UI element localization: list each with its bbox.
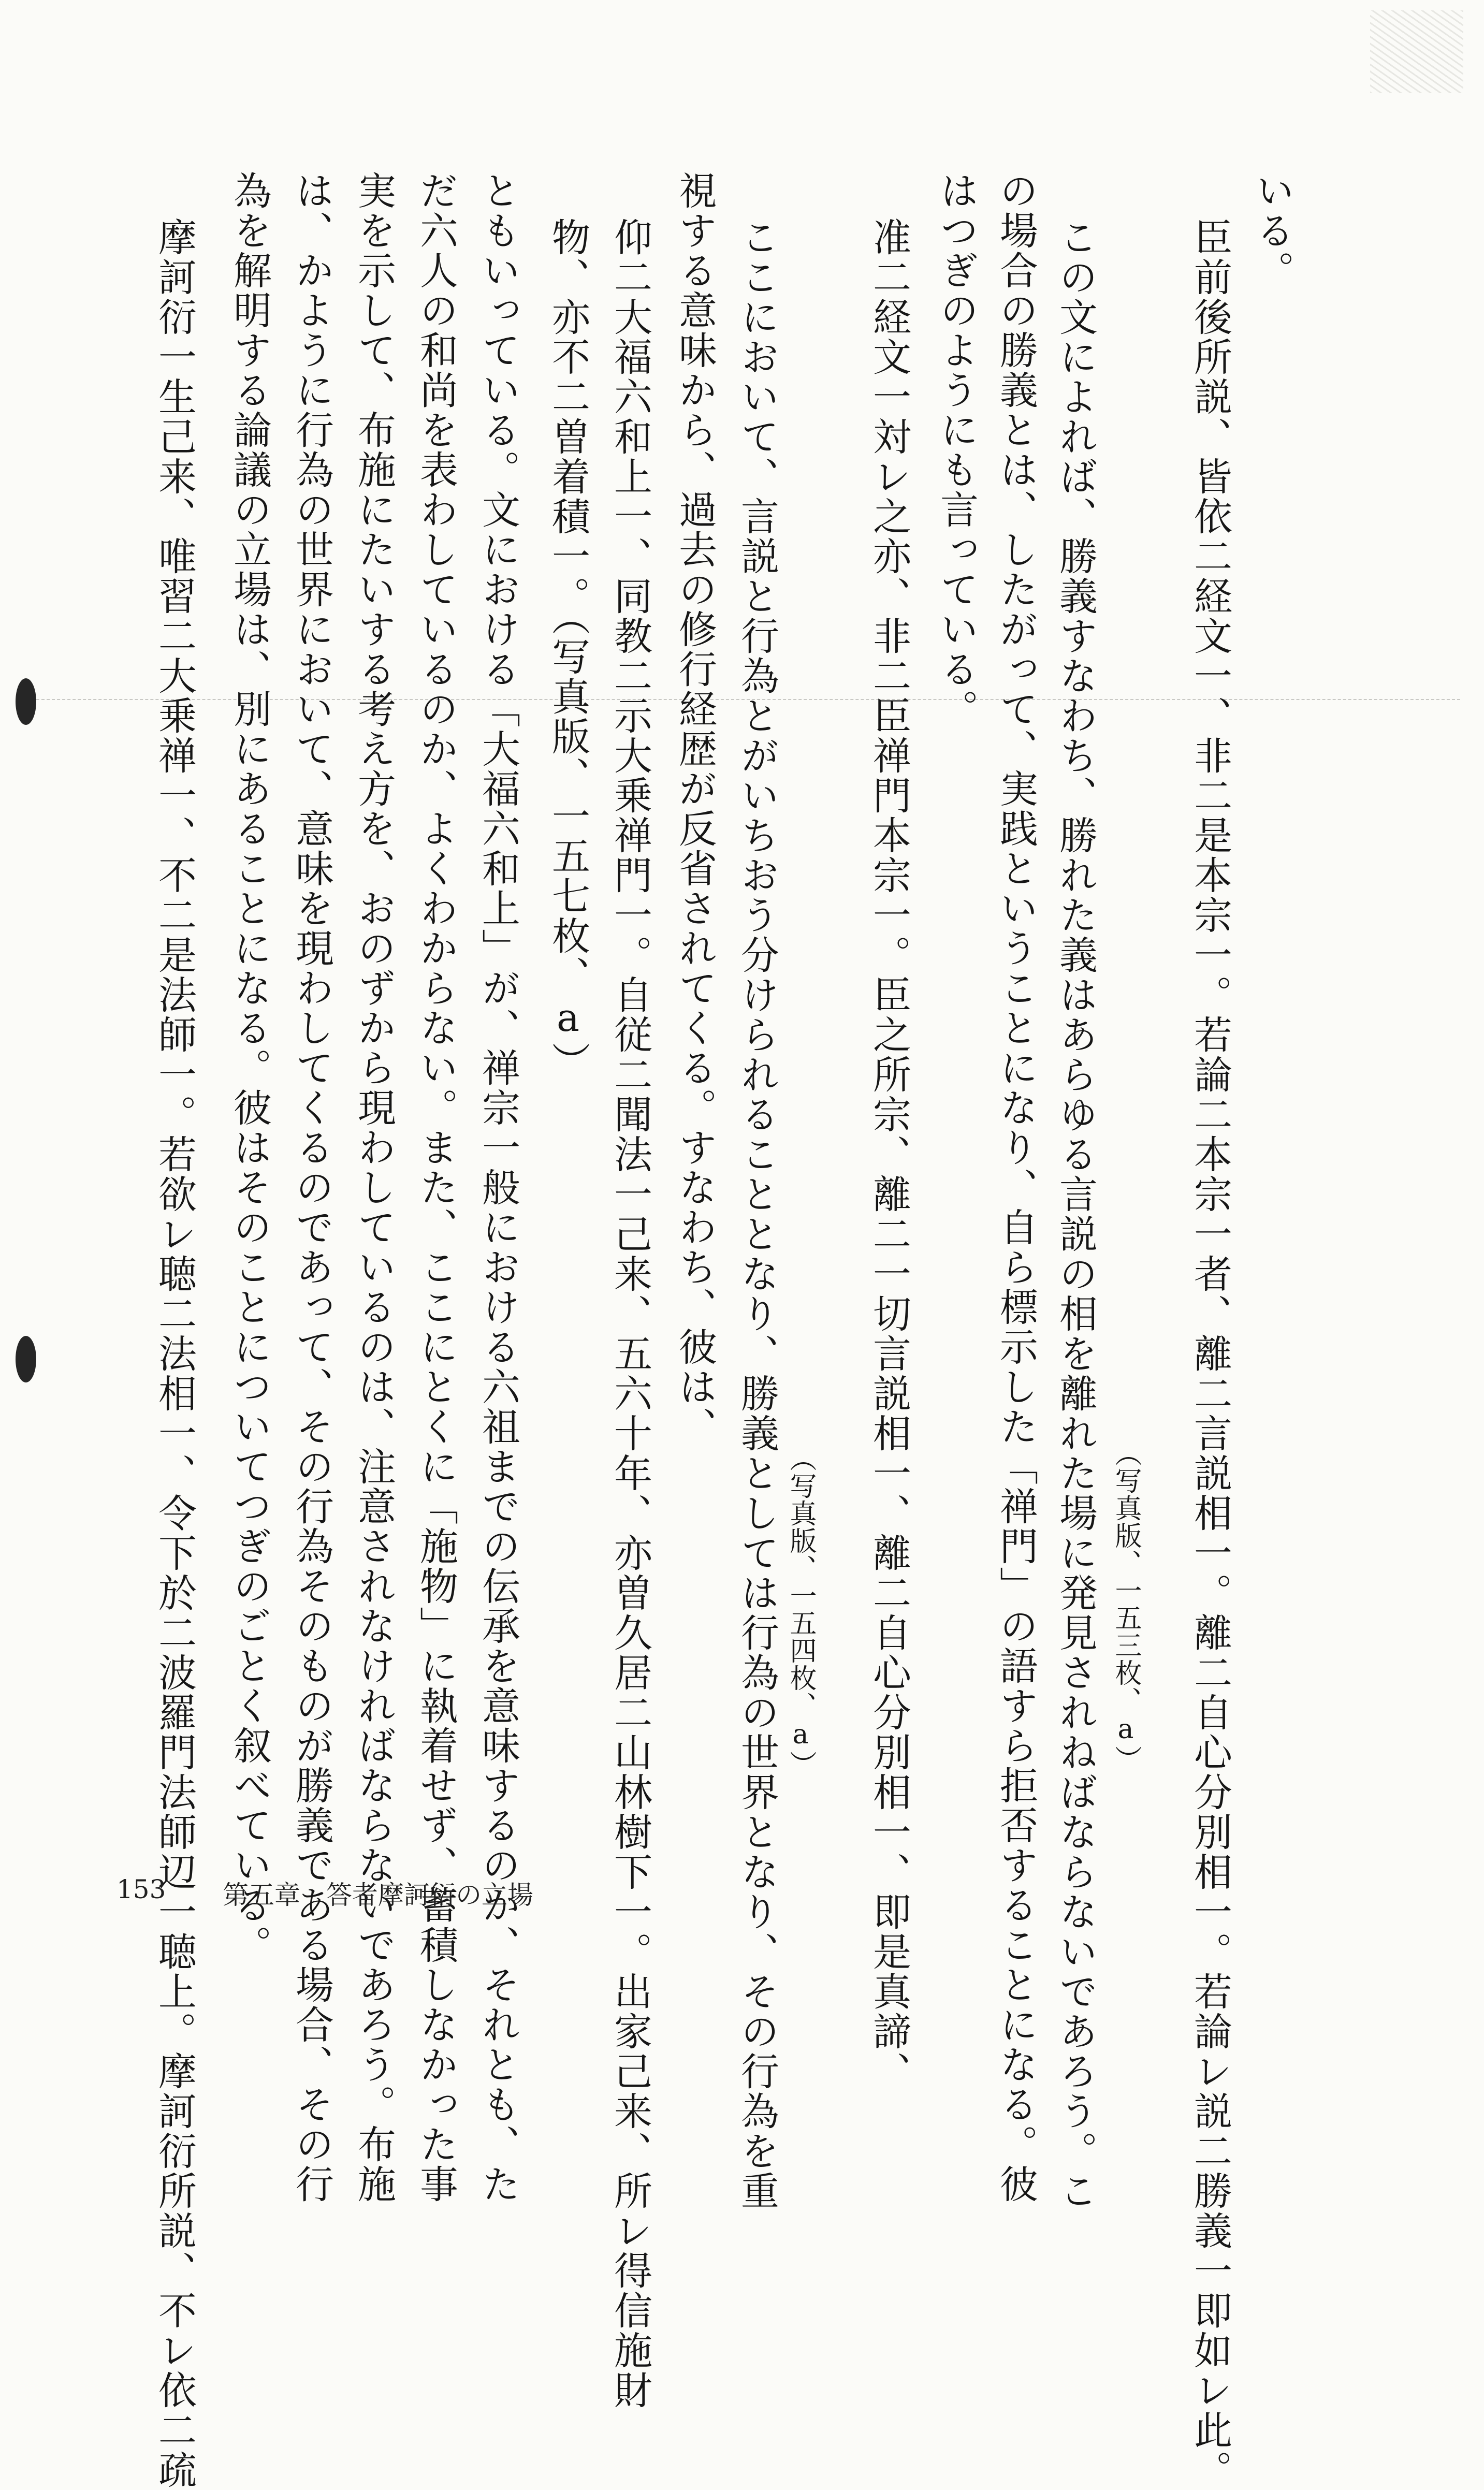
text-column: ともいっている。文における「大福六和上」が、禅宗一般における六祖までの伝承を意味するのか、それとも、た bbox=[476, 171, 520, 2204]
text-column: いる。 bbox=[1250, 171, 1294, 290]
text-column: 視する意味から、過去の修行経歴が反省されてくる。すなわち、彼は、 bbox=[673, 171, 717, 1447]
page-number: 153 bbox=[117, 1874, 166, 1904]
text-column: 為を解明する論議の立場は、別にあることになる。彼はそのことについてつぎのごとく叙べている。 bbox=[227, 171, 272, 1965]
punch-hole-mark bbox=[16, 678, 36, 725]
text-column: 実を示して、布施にたいする考え方を、おのずから現わしているのは、注意されなければならないであろう。布施 bbox=[352, 171, 396, 2204]
text-column: 仰二大福六和上一、同教二示大乗禅門一。自従二聞法一己来、五六十年、亦曽久居二山林樹下一。出家己来、所レ得信施財 bbox=[608, 217, 652, 2410]
text-column: この文によれば、勝義すなわち、勝れた義はあらゆる言説の相を離れた場に発見されねばならないであろう。こ bbox=[1053, 217, 1098, 2211]
text-column: は、かように行為の世界において、意味を現わしてくるのであって、その行為そのものが勝義である場合、その行 bbox=[289, 171, 334, 2204]
punch-hole-mark bbox=[16, 1336, 36, 1382]
text-column: ここにおいて、言説と行為とがいちおう分けられることとなり、勝義としては行為の世界となり、その行為を重 bbox=[735, 217, 779, 2211]
text-column: 准二経文一対レ之亦、非二臣禅門本宗一。臣之所宗、離二一切言説相一、離二自心分別相一、即是真諦、 bbox=[867, 217, 911, 2091]
text-column: 物、亦不二曽着積一。（写真版、一五七枚、a） bbox=[546, 217, 590, 1082]
citation-note: （写真版、一五四枚、a） bbox=[785, 1445, 816, 1778]
citation-note: （写真版、一五三枚、a） bbox=[1110, 1439, 1141, 1773]
text-column: 臣前後所説、皆依二経文一、非二是本宗一。若論二本宗一者、離二言説相一。離二自心分別相一。若論レ説二勝義一即如レ此。 bbox=[1188, 217, 1232, 2490]
text-column: はつぎのようにも言っている。 bbox=[934, 171, 979, 729]
text-column: 摩訶衍一生己来、唯習二大乗禅一、不二是法師一。若欲レ聴二法相一、令下於二波羅門法師辺一聴上。摩訶衍所説、不レ依二疏 bbox=[152, 217, 197, 2490]
scan-noise bbox=[1370, 10, 1463, 93]
running-header-chapter: 第五章 答者摩訶衍の立場 bbox=[223, 1880, 533, 1910]
text-column: だ六人の和尚を表わしているのか、よくわからない。また、ここにとくに「施物」に執着せず、蓄積しなかった事 bbox=[414, 171, 458, 2204]
text-column: の場合の勝義とは、したがって、実践ということになり、自ら標示した「禅門」の語すら拒否することになる。彼 bbox=[994, 171, 1038, 2204]
